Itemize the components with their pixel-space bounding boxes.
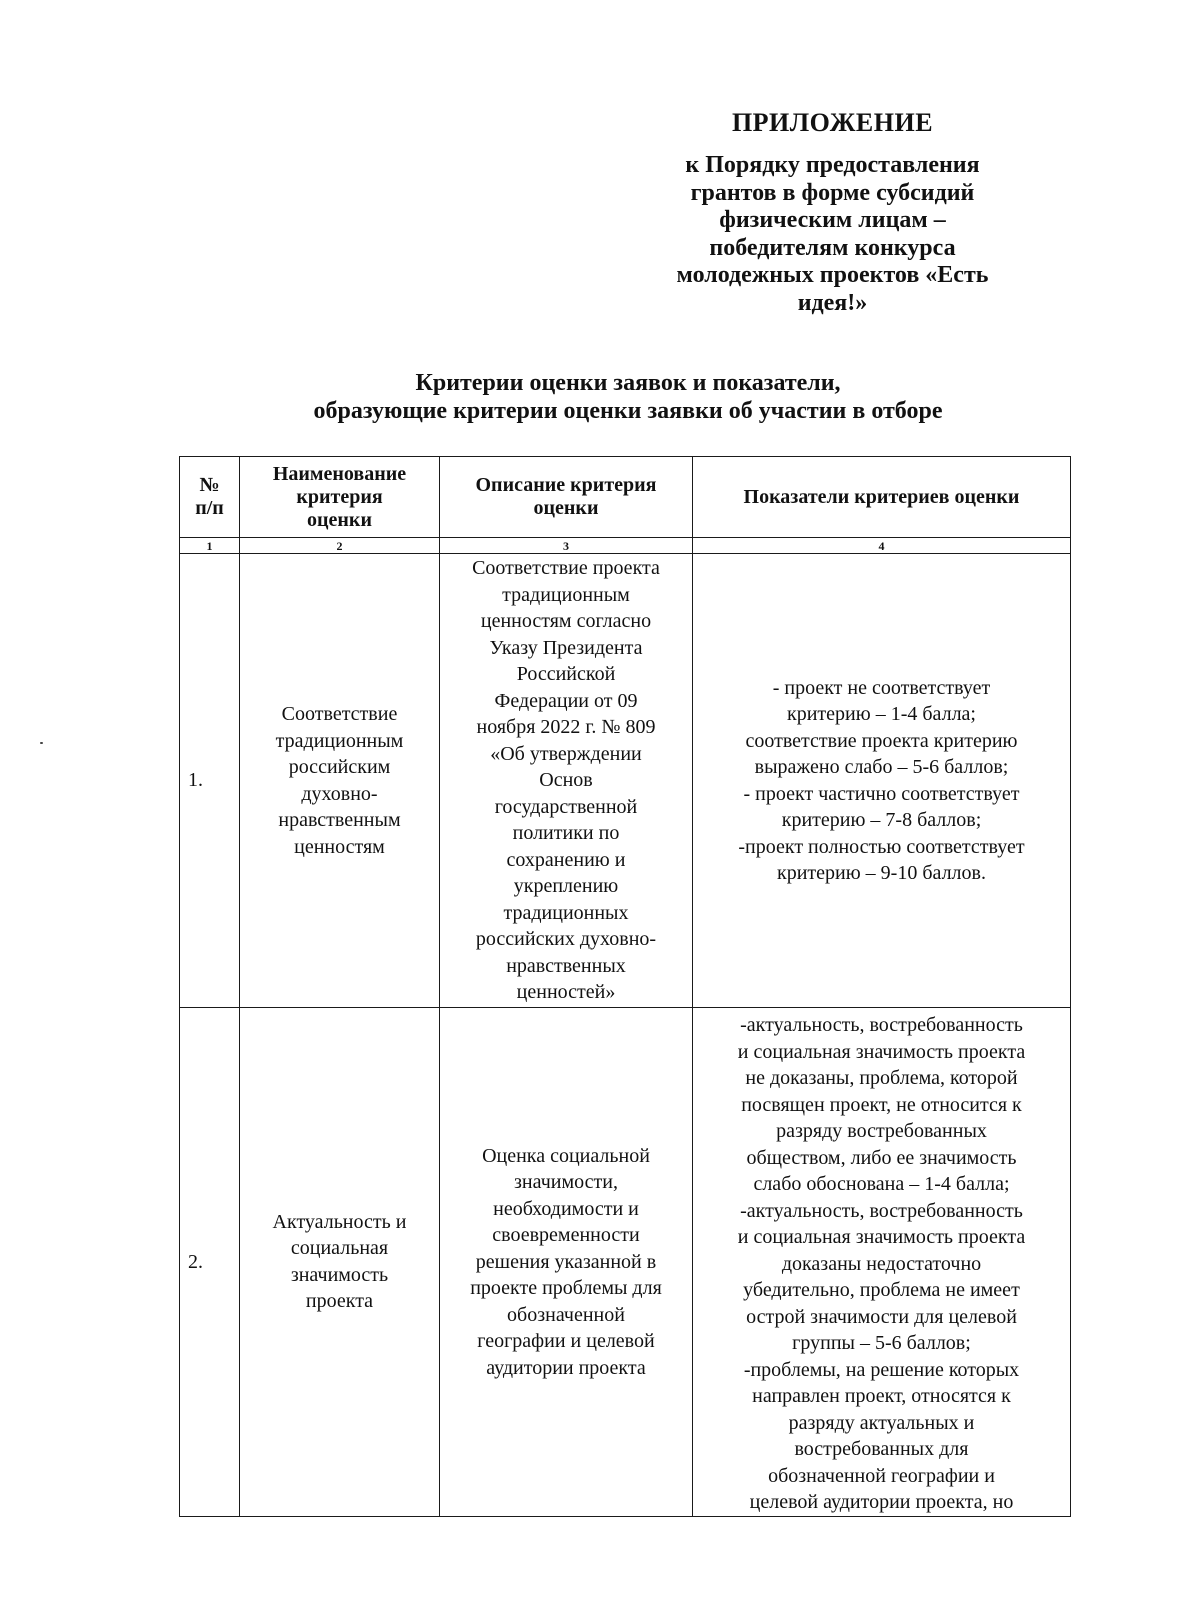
cell-line: - проект не соответствует xyxy=(772,676,991,699)
header-text: Наименование xyxy=(272,462,407,485)
cell-line: -проблемы, на решение которых xyxy=(743,1358,1020,1381)
cell-line: соответствие проекта критерию xyxy=(745,729,1018,752)
appendix-title: ПРИЛОЖЕНИЕ xyxy=(731,108,934,137)
cell-line: разряду востребованных xyxy=(776,1120,987,1142)
cell-line: географии и целевой xyxy=(477,1330,655,1352)
column-number: 2 xyxy=(240,538,440,554)
cell-line: традиционным xyxy=(502,583,630,606)
criterion-name-cell xyxy=(240,1008,440,1517)
table-header-row xyxy=(180,457,1071,538)
cell-line: и социальная значимость проекта xyxy=(737,1226,1026,1248)
cell-line: проекте проблемы для xyxy=(470,1277,662,1299)
cell-line: значимости, xyxy=(514,1171,618,1193)
cell-line: критерию – 9-10 баллов. xyxy=(777,862,986,884)
cell-line: ноября 2022 г. № 809 xyxy=(476,716,656,739)
cell-line: и социальная значимость проекта xyxy=(737,1040,1026,1063)
cell-line: государственной xyxy=(494,795,638,818)
header-text: Описание критерия xyxy=(475,474,657,496)
appendix-line: победителям конкурса xyxy=(709,234,956,261)
cell-line: -актуальность, востребованность xyxy=(740,1014,1023,1036)
cell-line: необходимости и xyxy=(493,1197,639,1220)
cell-line: критерию – 7-8 баллов; xyxy=(781,809,982,831)
appendix-line: молодежных проектов «Есть xyxy=(676,262,989,288)
cell-line: - проект частично соответствует xyxy=(743,782,1020,805)
cell-line: обозначенной xyxy=(507,1303,625,1326)
criterion-indicators-cell xyxy=(693,1008,1071,1517)
table-row xyxy=(180,554,1071,1008)
cell-line: Соответствие проекта xyxy=(472,557,660,580)
cell-line: -проект полностью соответствует xyxy=(738,835,1025,858)
cell-line: Актуальность и xyxy=(272,1210,407,1233)
column-number: 3 xyxy=(440,538,693,554)
criterion-description-cell xyxy=(440,554,693,1008)
cell-line: доказаны недостаточно xyxy=(781,1252,982,1275)
header-text: Показатели критериев оценки xyxy=(743,485,1020,508)
cell-line: острой значимости для целевой xyxy=(746,1305,1017,1328)
cell-line: нравственным xyxy=(278,809,401,831)
cell-line: обозначенной географии и xyxy=(768,1464,995,1487)
cell-line: проекта xyxy=(305,1290,374,1313)
cell-line: решения указанной в xyxy=(475,1250,657,1273)
cell-line: -актуальность, востребованность xyxy=(740,1199,1023,1222)
cell-line: обществом, либо ее значимость xyxy=(746,1146,1017,1169)
cell-line: «Об утверждении xyxy=(490,742,642,765)
header-criterion-name xyxy=(240,457,440,538)
cell-line: укреплению xyxy=(513,875,619,898)
header-criterion-description xyxy=(440,457,693,538)
criteria-table xyxy=(179,456,1071,1517)
column-number: 1 xyxy=(180,538,240,554)
appendix-line: грантов в форме субсидий xyxy=(690,179,975,206)
cell-line: своевременности xyxy=(492,1224,640,1246)
cell-line: Основ xyxy=(539,769,593,792)
cell-line: российским xyxy=(288,756,391,778)
cell-line: выражено слабо – 5-6 баллов; xyxy=(754,756,1009,778)
cell-line: нравственных xyxy=(506,954,626,977)
row-number: 1. xyxy=(180,554,240,1008)
document-heading xyxy=(174,369,1082,425)
document-heading-line-1: Критерии оценки заявок и показатели, xyxy=(415,370,841,396)
cell-line: политики по xyxy=(512,822,620,845)
cell-line: сохранению и xyxy=(506,848,626,871)
column-number-row xyxy=(180,538,1071,554)
header-text: оценки xyxy=(533,497,599,519)
cell-line: Федерации от 09 xyxy=(494,689,638,712)
cell-line: российских духовно- xyxy=(475,928,657,951)
cell-line: целевой аудитории проекта, но xyxy=(749,1491,1014,1513)
header-text: № xyxy=(199,474,220,496)
cell-line: разряду актуальных и xyxy=(788,1411,975,1434)
cell-line: не доказаны, проблема, которой xyxy=(745,1067,1018,1089)
cell-line: социальная xyxy=(290,1237,389,1260)
cell-line: духовно- xyxy=(301,782,378,805)
cell-line: аудитории проекта xyxy=(486,1356,646,1379)
header-indicators xyxy=(693,457,1071,538)
criterion-name-cell xyxy=(240,554,440,1008)
column-number: 4 xyxy=(693,538,1071,554)
cell-line: Оценка социальной xyxy=(482,1144,650,1167)
appendix-line: идея!» xyxy=(797,289,868,316)
cell-line: востребованных для xyxy=(794,1438,969,1460)
cell-line: Соответствие xyxy=(281,703,398,725)
cell-line: Указу Президента xyxy=(489,636,643,659)
document-heading-line-2: образующие критерии оценки заявки об участии в отборе xyxy=(313,398,943,424)
cell-line: слабо обоснована – 1-4 балла; xyxy=(753,1173,1010,1195)
cell-line: традиционных xyxy=(503,901,629,924)
header-number xyxy=(180,457,240,538)
row-number: 2. xyxy=(180,1008,240,1517)
header-text: оценки xyxy=(307,508,372,531)
cell-line: группы – 5-6 баллов; xyxy=(792,1332,971,1354)
cell-line: направлен проект, относятся к xyxy=(752,1385,1011,1407)
criterion-description-cell xyxy=(440,1008,693,1517)
cell-line: ценностям xyxy=(294,835,385,858)
table-row xyxy=(180,1008,1071,1517)
cell-line: ценностям согласно xyxy=(480,610,652,633)
cell-line: Российской xyxy=(516,663,616,686)
cell-line: убедительно, проблема не имеет xyxy=(743,1279,1020,1301)
cell-line: критерию – 1-4 балла; xyxy=(787,703,976,725)
header-text: п/п xyxy=(195,497,224,519)
appendix-line: физическим лицам – xyxy=(719,207,946,233)
appendix-line: к Порядку предоставления xyxy=(685,152,980,178)
cell-line: значимость xyxy=(290,1263,389,1286)
scan-artifact xyxy=(40,742,43,744)
criterion-indicators-cell xyxy=(693,554,1071,1008)
header-text: критерия xyxy=(296,485,383,508)
cell-line: традиционным xyxy=(275,729,404,752)
cell-line: ценностей» xyxy=(516,981,616,1004)
appendix-block xyxy=(640,108,1025,317)
cell-line: посвящен проект, не относится к xyxy=(741,1093,1022,1116)
